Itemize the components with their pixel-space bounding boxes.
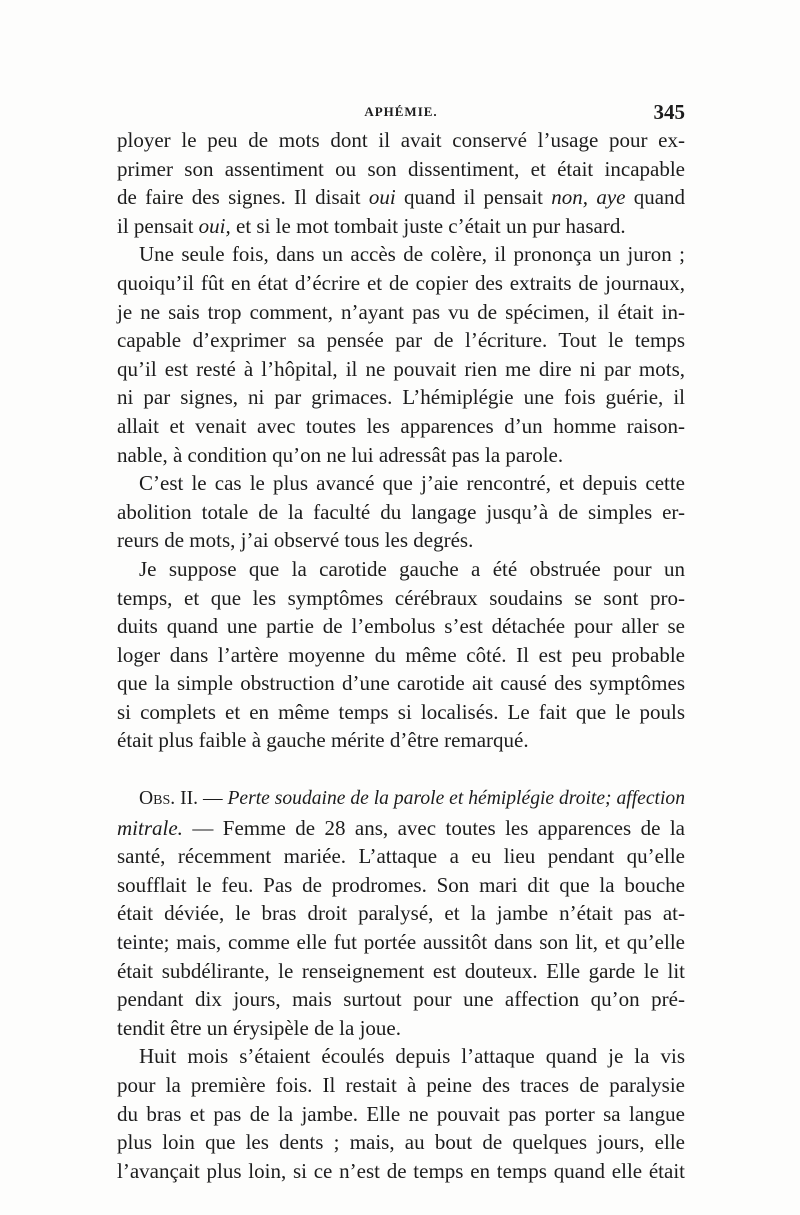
text-line: l’avançait plus loin, si ce n’est de temps en temps quand elle était [117,1158,685,1183]
dash: — [202,788,223,810]
text-line [117,183,685,212]
text-line: je ne sais trop comment, n’ayant pas vu de spécimen, il était in- [117,299,685,324]
observation-title: Perte soudaine de la parole et hémiplégie droite; affection [227,788,685,810]
body-text [117,126,685,1185]
section-gap [117,755,685,785]
observation-title: mitrale. [117,815,183,840]
text-line: du bras et pas de la jambe. Elle ne pouvait pas porter sa langue [117,1101,685,1126]
text-line [117,212,685,241]
text-line: allait et venait avec toutes les apparences d’un homme raison- [117,413,685,438]
text-line: tendit être un érysipèle de la joue. [117,1015,401,1040]
text-line: duits quand une partie de l’embolus s’est détachée pour aller se [117,614,685,639]
text-span: il pensait [117,213,194,238]
text-line: si complets et en même temps si localisés. Le fait que le pouls [117,699,685,724]
text-line: C’est le cas le plus avancé que j’aie rencontré, et depuis cette [139,471,685,496]
page-number: 345 [653,100,685,124]
text-line: était subdélirante, le renseignement est douteux. Elle garde le lit [117,958,685,983]
text-line: ni par signes, ni par grimaces. L’hémiplégie une fois guérie, il [117,385,685,410]
text-line: ployer le peu de mots dont il avait conservé l’usage pour ex- [117,128,685,152]
text-line: soufflait le feu. Pas de prodromes. Son mari dit que la bouche [117,872,685,897]
text-line: nable, à condition qu’on ne lui adressât pas la parole. [117,442,564,467]
text-line: reurs de mots, j’ai observé tous les degrés. [117,528,474,553]
paragraph [117,555,685,755]
text-line: plus loin que les dents ; mais, au bout de quelques jours, elle [117,1130,685,1155]
italic-word: non, [551,185,589,210]
running-title: APHÉMIE. [364,104,438,119]
text-span: et si le mot tombait juste c’était un pur hasard. [236,213,626,238]
text-span: — Femme de 28 ans, avec toutes les apparences de la [192,815,685,840]
text-line [117,785,685,814]
paragraph [117,469,685,555]
observation-paragraph [117,785,685,1042]
text-line: était plus faible à gauche mérite d’être remarqué. [117,728,529,753]
observation-label: Obs. II. [139,788,199,810]
paragraph [117,240,685,469]
text-line: abolition totale de la faculté du langage jusqu’à de simples er- [117,499,685,524]
text-line: santé, récemment mariée. L’attaque a eu lieu pendant qu’elle [117,844,685,869]
italic-word: oui, [198,213,231,238]
text-line: était déviée, le bras droit paralysé, et la jambe n’était pas at- [117,901,685,926]
text-line: Je suppose que la carotide gauche a été obstruée pour un [139,556,685,581]
paragraph [117,1042,685,1185]
text-line: pour la première fois. Il restait à peine des traces de paralysie [117,1073,685,1097]
italic-word: aye [596,185,626,210]
italic-word: oui [368,185,396,210]
text-line: quoiqu’il fût en état d’écrire et de copier des extraits de journaux, [117,270,685,295]
text-line: Huit mois s’étaient écoulés depuis l’attaque quand je la vis [139,1044,685,1069]
text-line: temps, et que les symptômes cérébraux soudains se sont pro- [117,585,685,610]
text-span: quand il pensait [404,185,543,210]
text-line: Une seule fois, dans un accès de colère, il prononça un juron ; [139,242,685,267]
page-header [117,100,685,128]
text-line: qu’il est resté à l’hôpital, il ne pouvait rien me dire ni par mots, [117,356,685,381]
text-line: capable d’exprimer sa pensée par de l’écriture. Tout le temps [117,328,685,353]
text-line: teinte; mais, comme elle fut portée aussitôt dans son lit, et qu’elle [117,930,685,955]
text-line: primer son assentiment ou son dissentiment, et était incapable [117,156,685,181]
text-span: de faire des signes. Il disait [117,185,361,210]
text-line: loger dans l’artère moyenne du même côté. Il est peu probable [117,642,685,667]
paragraph-continuation [117,126,685,240]
text-line: que la simple obstruction d’une carotide ait causé des symptômes [117,671,685,696]
text-line [117,814,685,843]
text-line: pendant dix jours, mais surtout pour une affection qu’on pré- [117,987,685,1012]
text-span: quand [633,185,686,210]
